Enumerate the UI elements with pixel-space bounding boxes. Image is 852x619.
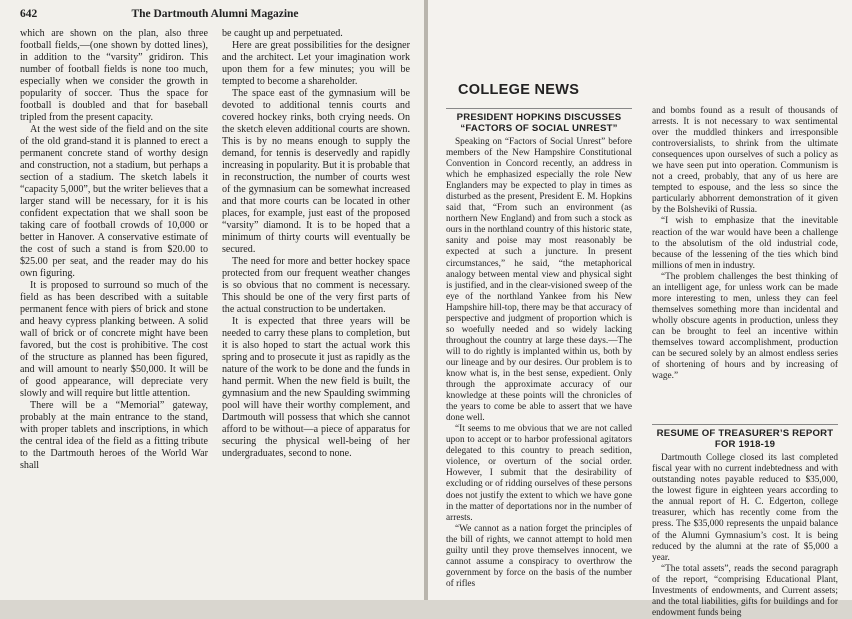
- section-title: COLLEGE NEWS: [458, 82, 580, 98]
- article-title-line: FOR 1918-19: [714, 439, 776, 451]
- paragraph: Speaking on “Factors of Social Unrest” before members of the New Hampshire Constitutional Convention in Concord recently, an address in which he emphasized especially the role New Englanders may be expected to play in times as disturbed as the present, President E. M. Hopkins said that, “From such an environment (as northern New England) and from such a stock as ours in the northland country of this historic state, sanity and poise may most reasonably be expected at such a juncture. In present circumstances,” he said, “the metaphorical analogy between mental view and physical sight is justified, and in the clear-visioned sweep of the eye of the northland Yankee from his New Hampshire hill-top, there may be that accuracy of perspective and judgment of proportion which is so woefully needed and so widely lacking throughout the country at large these days.—The will to do rightly is implanted within us, both by our lineage and by our desires. Our problem is to know what is, in the best sense, expedient. Only through the approximate accuracy of our knowledge at these points will the chronicles of the years to come be able to assert that we have done well.: [446, 137, 632, 424]
- right-page-columns: [446, 106, 838, 619]
- left-column-2: [222, 28, 410, 472]
- article-title: [446, 112, 632, 134]
- article-title: [652, 428, 838, 450]
- magazine-title: The Dartmouth Alumni Magazine: [131, 8, 299, 20]
- left-column-1: [20, 28, 208, 472]
- paragraph: At the west side of the field and on the site of the old grand-stand it is planned to erect a permanent concrete stand of worthy design and construction, not a stadium, but perhaps a section of a stadium. The sketch labels it “capacity 5,000”, but the writer believes that a larger stand will be necessary, for it is his confident expectation that we shall soon be taking care of football crowds of 10,000 or better in Hanover. A conservative estimate of the cost of such a stand is from $20.00 to $25.00 per seat, and the reader may do his own figuring.: [20, 124, 208, 279]
- divider: [446, 108, 632, 109]
- paragraph: “It seems to me obvious that we are not called upon to accept or to harbor professional agitators delegated to this country to preach sedition, violence, or overturn of the social order. However, I submit that the desirability of excluding or of ridding ourselves of these persons does not justify the extent to which we have gone in the matter of deportations nor in the number of arrests.: [446, 424, 632, 523]
- paragraph: “The total assets”, reads the second paragraph of the report, “comprising Educational Plant, Investments of endowments, and Current assets; and the total liabilities, gifts for buildings and for endowment funds being: [652, 563, 838, 618]
- paragraph: It is proposed to surround so much of the field as has been described with a suitable permanent fence with piers of brick and stone and heavy cypress planking between. A solid wall of brick or of concrete might have been favored, but the cost is prohibitive. The cost of the structure as planned has been figured, and will amount to nearly $50,000. It will be of good appearance, will depreciate very slowly and will require but little attention.: [20, 280, 208, 399]
- paragraph: and bombs found as a result of thousands of arrests. It is not necessary to wax sentimental over the muddled thinkers and irresponsible controversialists, to shrink from the ultimate consequences upon ourselves of such a policy as we have seen put into operation. Communism is not a creed, probably, that any of us here are tempted to espouse, and the less so since the particularly abhorrent demonstration of it given by the Bolsheviki of Russia.: [652, 106, 838, 216]
- left-page-columns: [20, 28, 410, 472]
- right-column-1: [446, 106, 632, 619]
- paragraph: “I wish to emphasize that the inevitable reaction of the war would have been a challenge to the absolutism of the old industrial code, because of the lessening of the ties which bind millions of men in industry.: [652, 216, 838, 271]
- article-title-line: “FACTORS OF SOCIAL UNREST”: [460, 123, 618, 134]
- running-head: [20, 8, 410, 24]
- paragraph: It is expected that three years will be needed to carry these plans to completion, but it is also hoped to start the actual work this spring and to prosecute it just as rapidly as the nature of the work to be done and the funds in hand permit. When the new field is built, the gymnasium and the new Spaulding swimming pool will have their worthy complement, and Dartmouth will possess that which she cannot afford to be without—a piece of apparatus for securing the physical well-being of her undergraduates, second to none.: [222, 316, 410, 459]
- right-page: [428, 0, 852, 618]
- right-column-2: [652, 106, 838, 619]
- paragraph: The space east of the gymnasium will be devoted to additional tennis courts and covered hockey rinks, both crying needs. On the sketch eleven additional courts are shown. This is by no means enough to supply the demand, for tennis is deservedly and rapidly increasing in popularity. But it is probable that in reconstruction, the number of courts west of the gymnasium can be somewhat increased and that more courts can be located in other places, for example, just east of the proposed “varsity” diamond. It is to be hoped that a minimum of thirty courts will eventually be secured.: [222, 88, 410, 255]
- spacer: [652, 382, 838, 422]
- page-number: 642: [20, 8, 38, 20]
- paragraph: “We cannot as a nation forget the principles of the bill of rights, we cannot attempt to hold men guilty until they prove themselves innocent, we cannot assume a conspiracy to overthrow the government by force on the basis of the number of rifles: [446, 523, 632, 589]
- paragraph: Here are great possibilities for the designer and the architect. Let your imagination work upon them for a few minutes; you will be tempted to become a shareholder.: [222, 40, 410, 87]
- article-title-line: PRESIDENT HOPKINS DISCUSSES: [456, 112, 622, 123]
- paragraph: There will be a “Memorial” gateway, probably at the main entrance to the stand, with proper tablets and inscriptions, in which the central idea of the field as a fitting tribute to the Dartmouth heroes of the World War shall: [20, 400, 208, 471]
- paragraph: be caught up and perpetuated.: [222, 28, 343, 39]
- left-page: [0, 0, 424, 600]
- divider: [652, 424, 838, 425]
- paragraph: “The problem challenges the best thinking of an intelligent age, for unless work can be made more interesting to men, unless they can feel themselves something more than incidental and wholly obscure agents in production, unless they can be brought to feel an incentive within themselves toward accomplishment, production can be secured solely by an almost endless series of shortening of hours and by increasing of wage.”: [652, 271, 838, 382]
- paragraph: The need for more and better hockey space protected from our frequent weather changes is so obvious that no comment is necessary. This should be one of the very first parts of the actual construction to be undertaken.: [222, 256, 410, 315]
- paragraph: Dartmouth College closed its last completed fiscal year with no current indebtedness and with outstanding notes payable reduced to $35,000, the lowest figure in eighteen years according to the annual report of H. C. Edgerton, college treasurer, which has recently come from the press. The $35,000 represents the unpaid balance of the Alumni Gymnasium’s cost. It is being reduced by the alumni at the rate of $5,000 a year.: [652, 453, 838, 563]
- paragraph: which are shown on the plan, also three football fields,—(one shown by dotted lines), in addition to the “varsity” gridiron. This number of football fields is none too much, especially when we consider the growth in popularity of soccer. Thus the space for football is doubled and that for baseball tripled from the present capacity.: [20, 28, 208, 123]
- article-title-line: RESUME OF TREASURER’S REPORT: [656, 428, 834, 440]
